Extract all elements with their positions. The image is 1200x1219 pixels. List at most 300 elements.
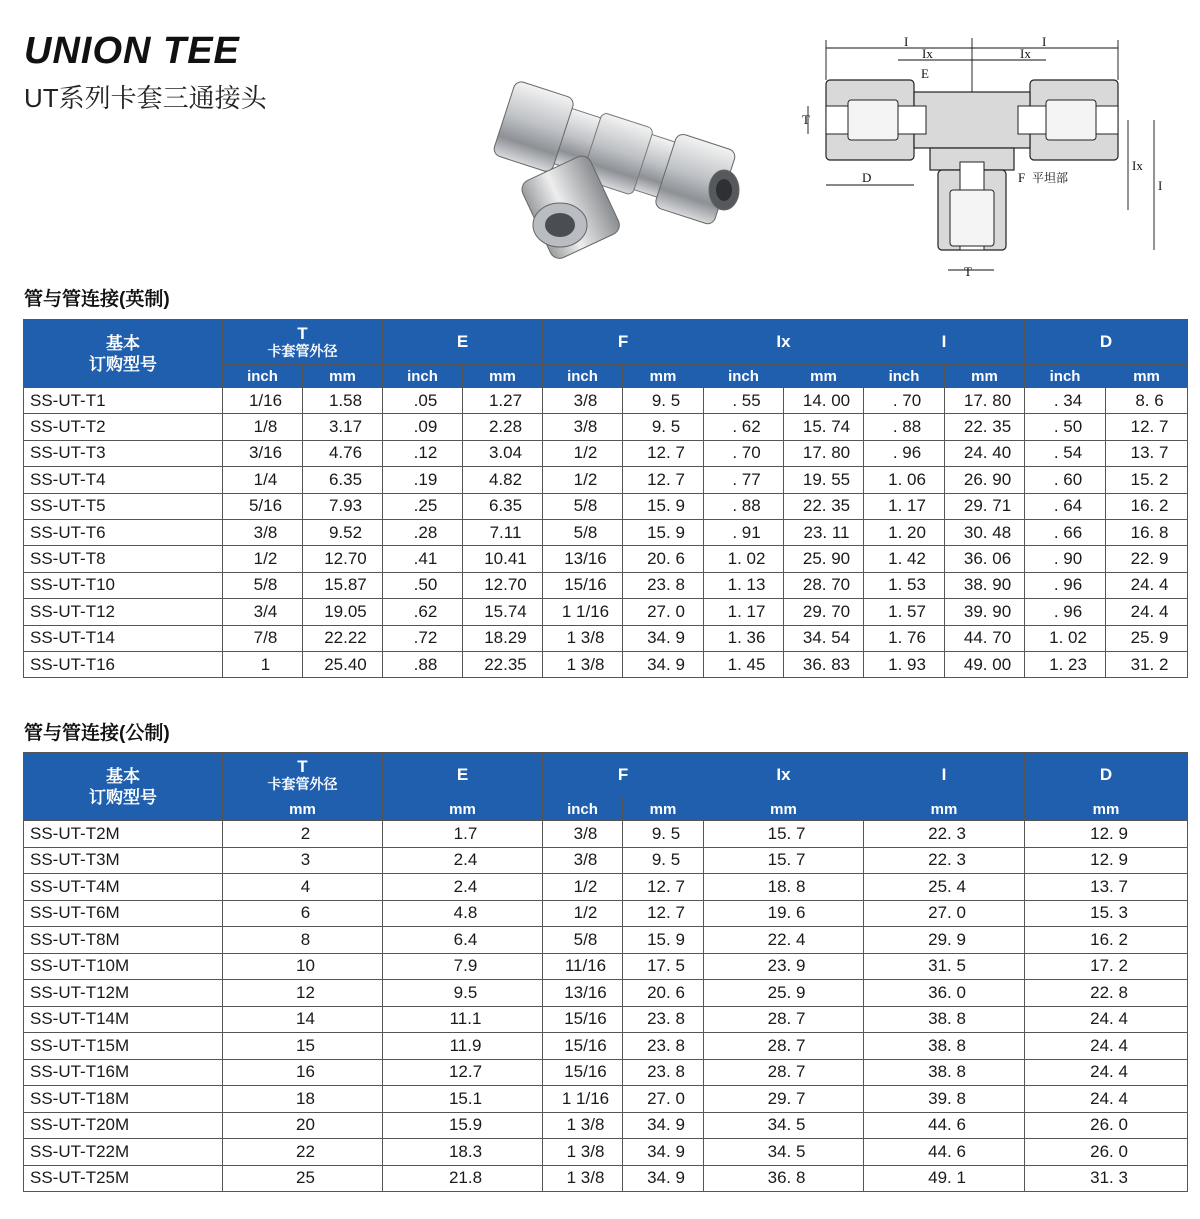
unit-mm: mm xyxy=(864,798,1025,821)
table-row xyxy=(24,980,1188,1007)
model-cell: SS-UT-T25M xyxy=(24,1165,223,1192)
value-cell: 25.40 xyxy=(303,651,383,677)
value-cell: 3.04 xyxy=(463,440,543,466)
value-cell: 38. 90 xyxy=(945,572,1025,598)
value-cell: 20 xyxy=(223,1112,383,1139)
value-cell: 2.28 xyxy=(463,414,543,440)
value-cell: 15. 9 xyxy=(623,927,704,954)
value-cell: 14 xyxy=(223,1006,383,1033)
value-cell: 6.4 xyxy=(383,927,543,954)
unit-inch: inch xyxy=(383,365,463,388)
table-row xyxy=(24,546,1188,572)
value-cell: 5/8 xyxy=(543,519,623,545)
value-cell: 7.9 xyxy=(383,953,543,980)
value-cell: 34. 9 xyxy=(623,625,704,651)
value-cell: 36. 83 xyxy=(784,651,864,677)
value-cell: 38. 8 xyxy=(864,1006,1025,1033)
table-row xyxy=(24,414,1188,440)
value-cell: 15/16 xyxy=(543,1006,623,1033)
value-cell: . 90 xyxy=(1025,546,1106,572)
table-row xyxy=(24,572,1188,598)
col-E-header: E xyxy=(383,320,543,365)
col-F-header: F xyxy=(543,320,704,365)
value-cell: 23. 11 xyxy=(784,519,864,545)
value-cell: .25 xyxy=(383,493,463,519)
model-cell: SS-UT-T14M xyxy=(24,1006,223,1033)
value-cell: 1/16 xyxy=(223,388,303,414)
table-row xyxy=(24,440,1188,466)
label-D: D xyxy=(862,170,872,185)
value-cell: 38. 8 xyxy=(864,1059,1025,1086)
value-cell: 22. 8 xyxy=(1025,980,1188,1007)
value-cell: 26. 0 xyxy=(1025,1139,1188,1166)
value-cell: 29. 70 xyxy=(784,599,864,625)
value-cell: 3/4 xyxy=(223,599,303,625)
value-cell: 13/16 xyxy=(543,546,623,572)
unit-mm: mm xyxy=(623,365,704,388)
value-cell: 25. 9 xyxy=(704,980,864,1007)
value-cell: 22. 9 xyxy=(1106,546,1188,572)
value-cell: . 77 xyxy=(704,467,784,493)
model-cell: SS-UT-T18M xyxy=(24,1086,223,1113)
value-cell: 15. 2 xyxy=(1106,467,1188,493)
value-cell: 3/8 xyxy=(543,414,623,440)
value-cell: 25. 9 xyxy=(1106,625,1188,651)
table-row xyxy=(24,1059,1188,1086)
value-cell: 15.74 xyxy=(463,599,543,625)
label-I-down: I xyxy=(1158,178,1163,193)
value-cell: 22. 3 xyxy=(864,847,1025,874)
value-cell: 28. 7 xyxy=(704,1033,864,1060)
model-cell: SS-UT-T15M xyxy=(24,1033,223,1060)
table-row xyxy=(24,953,1188,980)
value-cell: 1/2 xyxy=(543,467,623,493)
value-cell: 9. 5 xyxy=(623,388,704,414)
value-cell: 12. 7 xyxy=(1106,414,1188,440)
value-cell: 15.9 xyxy=(383,1112,543,1139)
value-cell: .05 xyxy=(383,388,463,414)
value-cell: 9. 5 xyxy=(623,414,704,440)
value-cell: 34. 5 xyxy=(704,1139,864,1166)
value-cell: 11.9 xyxy=(383,1033,543,1060)
value-cell: 5/8 xyxy=(543,927,623,954)
value-cell: 36. 0 xyxy=(864,980,1025,1007)
value-cell: 8. 6 xyxy=(1106,388,1188,414)
value-cell: 12.7 xyxy=(383,1059,543,1086)
col-D-header: D xyxy=(1025,320,1188,365)
value-cell: 15. 9 xyxy=(623,519,704,545)
unit-mm: mm xyxy=(463,365,543,388)
value-cell: . 96 xyxy=(1025,572,1106,598)
page-title: UNION TEE xyxy=(24,30,240,72)
value-cell: 29. 71 xyxy=(945,493,1025,519)
col-D-header: D xyxy=(1025,753,1188,798)
value-cell: 1. 17 xyxy=(704,599,784,625)
value-cell: . 91 xyxy=(704,519,784,545)
unit-inch: inch xyxy=(223,365,303,388)
value-cell: 34. 54 xyxy=(784,625,864,651)
value-cell: 10.41 xyxy=(463,546,543,572)
value-cell: 18 xyxy=(223,1086,383,1113)
value-cell: 13. 7 xyxy=(1025,874,1188,901)
model-cell: SS-UT-T10M xyxy=(24,953,223,980)
technical-drawing xyxy=(798,30,1178,285)
value-cell: 20. 6 xyxy=(623,546,704,572)
col-model-header: 基本 订购型号 xyxy=(24,320,223,388)
value-cell: . 62 xyxy=(704,414,784,440)
value-cell: 1. 36 xyxy=(704,625,784,651)
value-cell: 13/16 xyxy=(543,980,623,1007)
value-cell: 19. 6 xyxy=(704,900,864,927)
model-cell: SS-UT-T6 xyxy=(24,519,223,545)
value-cell: 1. 42 xyxy=(864,546,945,572)
value-cell: 17. 5 xyxy=(623,953,704,980)
value-cell: 1. 57 xyxy=(864,599,945,625)
unit-mm: mm xyxy=(1106,365,1188,388)
table-row xyxy=(24,467,1188,493)
value-cell: .50 xyxy=(383,572,463,598)
value-cell: .09 xyxy=(383,414,463,440)
value-cell: 9. 5 xyxy=(623,821,704,848)
value-cell: 25. 90 xyxy=(784,546,864,572)
value-cell: 23. 8 xyxy=(623,1059,704,1086)
unit-mm: mm xyxy=(945,365,1025,388)
model-cell: SS-UT-T2M xyxy=(24,821,223,848)
table-row xyxy=(24,874,1188,901)
value-cell: 31. 3 xyxy=(1025,1165,1188,1192)
value-cell: . 88 xyxy=(864,414,945,440)
value-cell: . 34 xyxy=(1025,388,1106,414)
value-cell: 28. 70 xyxy=(784,572,864,598)
value-cell: 3/16 xyxy=(223,440,303,466)
table-row xyxy=(24,900,1188,927)
value-cell: 1.7 xyxy=(383,821,543,848)
value-cell: 31. 5 xyxy=(864,953,1025,980)
value-cell: 1 3/8 xyxy=(543,625,623,651)
value-cell: 1 1/16 xyxy=(543,599,623,625)
value-cell: 1. 45 xyxy=(704,651,784,677)
value-cell: 4 xyxy=(223,874,383,901)
value-cell: 1/2 xyxy=(543,440,623,466)
value-cell: 15. 3 xyxy=(1025,900,1188,927)
table-row xyxy=(24,519,1188,545)
label-I-left: I xyxy=(904,34,909,49)
value-cell: 1/2 xyxy=(543,874,623,901)
value-cell: 6.35 xyxy=(463,493,543,519)
value-cell: 11.1 xyxy=(383,1006,543,1033)
page-subtitle: UT系列卡套三通接头 xyxy=(24,83,267,113)
value-cell: 4.8 xyxy=(383,900,543,927)
value-cell: 1. 76 xyxy=(864,625,945,651)
imperial-table xyxy=(23,319,1188,678)
unit-inch: inch xyxy=(864,365,945,388)
product-photo xyxy=(478,55,758,270)
model-cell: SS-UT-T2 xyxy=(24,414,223,440)
model-cell: SS-UT-T1 xyxy=(24,388,223,414)
value-cell: 24. 40 xyxy=(945,440,1025,466)
value-cell: 15 xyxy=(223,1033,383,1060)
model-cell: SS-UT-T8 xyxy=(24,546,223,572)
value-cell: 23. 8 xyxy=(623,1033,704,1060)
value-cell: 30. 48 xyxy=(945,519,1025,545)
value-cell: 1 3/8 xyxy=(543,651,623,677)
value-cell: 44. 6 xyxy=(864,1112,1025,1139)
value-cell: 9.5 xyxy=(383,980,543,1007)
value-cell: . 64 xyxy=(1025,493,1106,519)
model-cell: SS-UT-T12M xyxy=(24,980,223,1007)
value-cell: 22. 4 xyxy=(704,927,864,954)
value-cell: . 96 xyxy=(864,440,945,466)
value-cell: 28. 7 xyxy=(704,1059,864,1086)
value-cell: 49. 00 xyxy=(945,651,1025,677)
label-Ix-down: Ix xyxy=(1132,158,1143,173)
col-T-header: T 卡套管外径 xyxy=(223,320,383,365)
col-I-header: I xyxy=(864,753,1025,798)
value-cell: 1 3/8 xyxy=(543,1112,623,1139)
model-cell: SS-UT-T16M xyxy=(24,1059,223,1086)
value-cell: 18.3 xyxy=(383,1139,543,1166)
value-cell: 49. 1 xyxy=(864,1165,1025,1192)
model-cell: SS-UT-T4M xyxy=(24,874,223,901)
value-cell: 3/8 xyxy=(543,388,623,414)
model-cell: SS-UT-T3 xyxy=(24,440,223,466)
value-cell: 23. 9 xyxy=(704,953,864,980)
value-cell: 26. 90 xyxy=(945,467,1025,493)
value-cell: 23. 8 xyxy=(623,572,704,598)
value-cell: 36. 06 xyxy=(945,546,1025,572)
value-cell: . 60 xyxy=(1025,467,1106,493)
value-cell: 2.4 xyxy=(383,874,543,901)
value-cell: 14. 00 xyxy=(784,388,864,414)
value-cell: 27. 0 xyxy=(864,900,1025,927)
value-cell: 1 1/16 xyxy=(543,1086,623,1113)
label-I-right: I xyxy=(1042,34,1047,49)
value-cell: 27. 0 xyxy=(623,1086,704,1113)
value-cell: .12 xyxy=(383,440,463,466)
value-cell: 12. 7 xyxy=(623,440,704,466)
value-cell: 1. 02 xyxy=(1025,625,1106,651)
value-cell: 24. 4 xyxy=(1025,1086,1188,1113)
col-model-header: 基本 订购型号 xyxy=(24,753,223,821)
model-cell: SS-UT-T4 xyxy=(24,467,223,493)
unit-inch: inch xyxy=(1025,365,1106,388)
value-cell: 28. 7 xyxy=(704,1006,864,1033)
value-cell: 1. 93 xyxy=(864,651,945,677)
value-cell: 1. 53 xyxy=(864,572,945,598)
value-cell: . 70 xyxy=(704,440,784,466)
value-cell: 15. 9 xyxy=(623,493,704,519)
value-cell: 25 xyxy=(223,1165,383,1192)
col-T-header: T 卡套管外径 xyxy=(223,753,383,798)
value-cell: 3/8 xyxy=(223,519,303,545)
value-cell: 24. 4 xyxy=(1106,572,1188,598)
model-cell: SS-UT-T16 xyxy=(24,651,223,677)
value-cell: 6 xyxy=(223,900,383,927)
value-cell: .62 xyxy=(383,599,463,625)
value-cell: 3.17 xyxy=(303,414,383,440)
value-cell: 1 3/8 xyxy=(543,1139,623,1166)
table-row xyxy=(24,1139,1188,1166)
label-Ix-left: Ix xyxy=(922,46,933,61)
unit-mm: mm xyxy=(303,365,383,388)
model-cell: SS-UT-T20M xyxy=(24,1112,223,1139)
value-cell: 16. 2 xyxy=(1106,493,1188,519)
value-cell: 12. 7 xyxy=(623,900,704,927)
value-cell: 15/16 xyxy=(543,1033,623,1060)
value-cell: 1. 02 xyxy=(704,546,784,572)
value-cell: 4.82 xyxy=(463,467,543,493)
model-cell: SS-UT-T3M xyxy=(24,847,223,874)
value-cell: 1.58 xyxy=(303,388,383,414)
model-cell: SS-UT-T8M xyxy=(24,927,223,954)
value-cell: . 54 xyxy=(1025,440,1106,466)
table-row xyxy=(24,1112,1188,1139)
value-cell: 44. 70 xyxy=(945,625,1025,651)
value-cell: 3/8 xyxy=(543,821,623,848)
col-I-header: I xyxy=(864,320,1025,365)
section-title-imperial: 管与管连接(英制) xyxy=(24,289,170,310)
value-cell: 6.35 xyxy=(303,467,383,493)
value-cell: 23. 8 xyxy=(623,1006,704,1033)
value-cell: 15. 74 xyxy=(784,414,864,440)
value-cell: 22. 3 xyxy=(864,821,1025,848)
value-cell: 7/8 xyxy=(223,625,303,651)
table-row xyxy=(24,847,1188,874)
value-cell: .41 xyxy=(383,546,463,572)
value-cell: 1. 06 xyxy=(864,467,945,493)
value-cell: 18.29 xyxy=(463,625,543,651)
value-cell: 17. 2 xyxy=(1025,953,1188,980)
value-cell: 3/8 xyxy=(543,847,623,874)
value-cell: 3 xyxy=(223,847,383,874)
table-row xyxy=(24,651,1188,677)
value-cell: 34. 5 xyxy=(704,1112,864,1139)
value-cell: 17. 80 xyxy=(945,388,1025,414)
value-cell: 5/16 xyxy=(223,493,303,519)
value-cell: 27. 0 xyxy=(623,599,704,625)
value-cell: 1. 20 xyxy=(864,519,945,545)
table-row xyxy=(24,1006,1188,1033)
unit-mm: mm xyxy=(784,365,864,388)
section-title-metric: 管与管连接(公制) xyxy=(24,723,170,744)
value-cell: 12. 9 xyxy=(1025,821,1188,848)
unit-mm: mm xyxy=(383,798,543,821)
value-cell: . 88 xyxy=(704,493,784,519)
model-cell: SS-UT-T22M xyxy=(24,1139,223,1166)
value-cell: 38. 8 xyxy=(864,1033,1025,1060)
value-cell: .19 xyxy=(383,467,463,493)
value-cell: 10 xyxy=(223,953,383,980)
table-row xyxy=(24,1033,1188,1060)
value-cell: 29. 9 xyxy=(864,927,1025,954)
label-F: F xyxy=(1018,170,1026,185)
value-cell: 2.4 xyxy=(383,847,543,874)
value-cell: . 55 xyxy=(704,388,784,414)
value-cell: 34. 9 xyxy=(623,651,704,677)
table-row xyxy=(24,1086,1188,1113)
unit-mm: mm xyxy=(223,798,383,821)
value-cell: 19. 55 xyxy=(784,467,864,493)
value-cell: 15.87 xyxy=(303,572,383,598)
value-cell: 34. 9 xyxy=(623,1112,704,1139)
value-cell: 1. 13 xyxy=(704,572,784,598)
value-cell: 1. 23 xyxy=(1025,651,1106,677)
value-cell: 22.22 xyxy=(303,625,383,651)
value-cell: 17. 80 xyxy=(784,440,864,466)
table-row xyxy=(24,821,1188,848)
unit-mm: mm xyxy=(623,798,704,821)
value-cell: 1. 17 xyxy=(864,493,945,519)
value-cell: 12 xyxy=(223,980,383,1007)
value-cell: . 50 xyxy=(1025,414,1106,440)
value-cell: 1 3/8 xyxy=(543,1165,623,1192)
unit-mm: mm xyxy=(1025,798,1188,821)
value-cell: 1/8 xyxy=(223,414,303,440)
value-cell: 12. 9 xyxy=(1025,847,1188,874)
value-cell: 15/16 xyxy=(543,1059,623,1086)
label-T: T xyxy=(802,112,810,127)
value-cell: 36. 8 xyxy=(704,1165,864,1192)
value-cell: 7.11 xyxy=(463,519,543,545)
value-cell: 29. 7 xyxy=(704,1086,864,1113)
label-flat: 平坦部 xyxy=(1032,171,1069,185)
value-cell: 12. 7 xyxy=(623,874,704,901)
table-row xyxy=(24,599,1188,625)
value-cell: .28 xyxy=(383,519,463,545)
value-cell: 22 xyxy=(223,1139,383,1166)
value-cell: 1/4 xyxy=(223,467,303,493)
value-cell: 4.76 xyxy=(303,440,383,466)
value-cell: 22.35 xyxy=(463,651,543,677)
value-cell: 16. 8 xyxy=(1106,519,1188,545)
value-cell: 15/16 xyxy=(543,572,623,598)
table-row xyxy=(24,493,1188,519)
value-cell: 26. 0 xyxy=(1025,1112,1188,1139)
value-cell: 1.27 xyxy=(463,388,543,414)
model-cell: SS-UT-T10 xyxy=(24,572,223,598)
value-cell: 1 xyxy=(223,651,303,677)
unit-mm: mm xyxy=(704,798,864,821)
table-row xyxy=(24,625,1188,651)
model-cell: SS-UT-T14 xyxy=(24,625,223,651)
value-cell: .88 xyxy=(383,651,463,677)
value-cell: 22. 35 xyxy=(945,414,1025,440)
value-cell: 24. 4 xyxy=(1025,1033,1188,1060)
model-cell: SS-UT-T12 xyxy=(24,599,223,625)
value-cell: 5/8 xyxy=(543,493,623,519)
table-row xyxy=(24,388,1188,414)
metric-table xyxy=(23,752,1188,1192)
unit-inch: inch xyxy=(543,798,623,821)
value-cell: . 70 xyxy=(864,388,945,414)
value-cell: 24. 4 xyxy=(1025,1059,1188,1086)
value-cell: . 96 xyxy=(1025,599,1106,625)
col-Ix-header: Ix xyxy=(704,753,864,798)
value-cell: 1/2 xyxy=(543,900,623,927)
value-cell: 15. 7 xyxy=(704,847,864,874)
value-cell: 31. 2 xyxy=(1106,651,1188,677)
value-cell: 39. 90 xyxy=(945,599,1025,625)
col-E-header: E xyxy=(383,753,543,798)
value-cell: 22. 35 xyxy=(784,493,864,519)
value-cell: 19.05 xyxy=(303,599,383,625)
value-cell: 15.1 xyxy=(383,1086,543,1113)
col-F-header: F xyxy=(543,753,704,798)
value-cell: 7.93 xyxy=(303,493,383,519)
value-cell: 21.8 xyxy=(383,1165,543,1192)
value-cell: 12. 7 xyxy=(623,467,704,493)
value-cell: 44. 6 xyxy=(864,1139,1025,1166)
